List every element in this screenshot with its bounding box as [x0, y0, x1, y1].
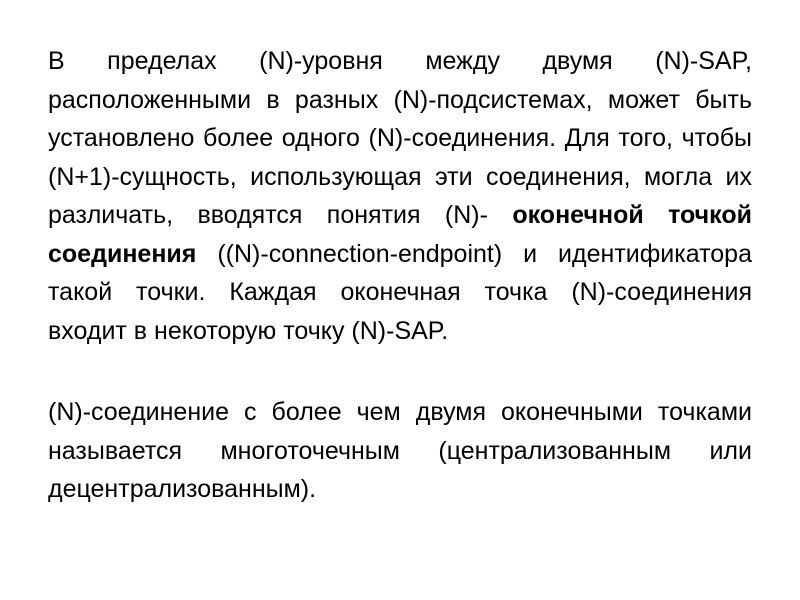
- paragraph-multipoint: [48, 393, 752, 509]
- paragraph-text-start: В пределах (N)-уровня между двумя (N)-SAP, расположенными в разных (N)-подсистемах, может быть установлено более одного (N)-соединения. Для того, чтобы (N+1)-сущность, использующая эти соединения, могла их различать, вводятся понятия (N)-: [48, 47, 752, 229]
- paragraph-text-end: ((N)-connection-endpoint) и идентификатора такой точки. Каждая оконечная точка (N)-соединения входит в некоторую точку (N)-SAP.: [48, 239, 752, 345]
- paragraph-connection-endpoint: [48, 42, 752, 350]
- slide-body: [48, 42, 752, 509]
- bold-term: оконечной точкой соединения: [48, 201, 752, 268]
- paragraph-text: (N)-соединение с более чем двумя оконечными точками называется многоточечным (централизованным или децентрализованным).: [48, 398, 752, 503]
